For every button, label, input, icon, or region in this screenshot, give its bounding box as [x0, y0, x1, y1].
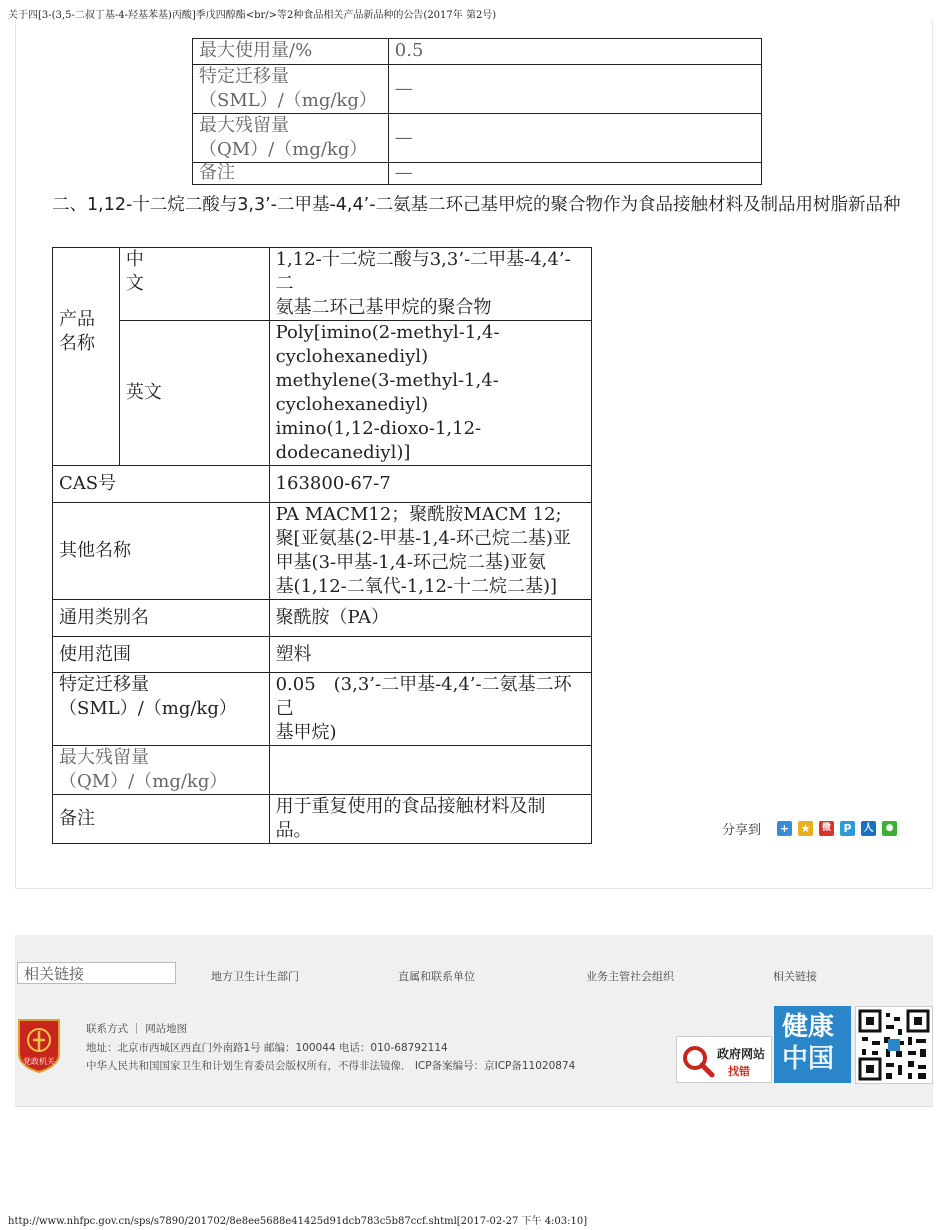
share-bar: [722, 819, 897, 838]
table-cell-value: —: [388, 163, 761, 185]
sitemap-link[interactable]: 网站地图: [145, 1023, 188, 1035]
section-heading: 二、1,12-十二烷二酸与3,3’-二甲基-4,4’-二氨基二环己基甲烷的聚合物作为食品接触材料及制品用树脂新品种: [52, 195, 901, 215]
contact-link[interactable]: 联系方式: [86, 1023, 128, 1035]
table-row: [53, 321, 592, 466]
gov-badge-icon[interactable]: [16, 1016, 62, 1074]
cn-value: 1,12-十二烷二酸与3,3’-二甲基-4,4’-二 氨基二环己基甲烷的聚合物: [269, 248, 591, 321]
site-footer: [15, 935, 933, 1107]
table-row: [193, 39, 762, 65]
other-names-value: PA MACM12；聚酰胺MACM 12; 聚[亚氨基(2-甲基-1,4-环己烷二基)亚 甲基(3-甲基-1,4-环己烷二基)亚氨 基(1,12-二氧代-1,12-十二烷二基)]: [269, 503, 591, 600]
remark-value: 用于重复使用的食品接触材料及制 品。: [269, 795, 591, 844]
qr-code-icon: [855, 1006, 933, 1084]
qm-label: 最大残留量 （QM）/（mg/kg）: [53, 746, 270, 795]
findbug-line2: 找错: [728, 1065, 750, 1078]
related-links-select[interactable]: 相关链接: [17, 962, 176, 984]
health-china-logo[interactable]: [774, 1006, 851, 1083]
remark-label: 备注: [53, 795, 270, 844]
share-qzone-icon[interactable]: ★: [798, 821, 813, 836]
share-more-icon[interactable]: +: [777, 821, 792, 836]
table-row: [53, 673, 592, 746]
share-weibo-icon[interactable]: 微: [819, 821, 834, 836]
table-row: [53, 466, 592, 503]
table-row: [193, 163, 762, 185]
product-name-label: 产品 名称: [53, 248, 120, 466]
table-cell-label: 特定迁移量 （SML）/（mg/kg）: [193, 65, 389, 114]
en-label: 英文: [119, 321, 269, 466]
other-names-label: 其他名称: [53, 503, 270, 600]
footer-divider: ｜: [131, 1023, 146, 1035]
gov-badge-text: 党政机关: [23, 1057, 55, 1066]
cas-value: 163800-67-7: [269, 466, 591, 503]
share-tqq-icon[interactable]: P: [840, 821, 855, 836]
qm-value: [269, 746, 591, 795]
table-cell-value: —: [388, 114, 761, 163]
share-label: 分享到: [722, 823, 762, 838]
generic-name-value: 聚酰胺（PA）: [269, 600, 591, 637]
page-header-title: 关于四[3-(3,5-二叔丁基-4-羟基苯基)丙酸]季戊四醇酯<br/>等2种食品相关产品新品种的公告(2017年 第2号): [8, 10, 497, 21]
table-row: [53, 503, 592, 600]
sml-label: 特定迁移量 （SML）/（mg/kg）: [53, 673, 270, 746]
footer-link-affiliated-units[interactable]: 直属和联系单位: [398, 970, 475, 983]
table-cell-value: —: [388, 65, 761, 114]
share-wechat-icon[interactable]: ●: [882, 821, 897, 836]
footer-link-social-orgs[interactable]: 业务主管社会组织: [586, 970, 674, 983]
table-row: [53, 248, 592, 321]
table-row: [53, 795, 592, 844]
generic-name-label: 通用类别名: [53, 600, 270, 637]
cn-label: 中 文: [119, 248, 269, 321]
table-cell-label: 备注: [193, 163, 389, 185]
footer-copyright: 中华人民共和国国家卫生和计划生育委员会版权所有，不得非法镜像． ICP备案编号：京ICP备11020874: [86, 1060, 576, 1072]
table-row: [193, 65, 762, 114]
footer-address: 地址：北京市西城区西直门外南路1号 邮编：100044 电话：010-68792114: [86, 1042, 448, 1054]
table-cell-label: 最大使用量/%: [193, 39, 389, 65]
table-cell-value: 0.5: [388, 39, 761, 65]
table-row: [53, 600, 592, 637]
scope-label: 使用范围: [53, 637, 270, 673]
en-value: Poly[imino(2-methyl-1,4- cyclohexanediyl) methylene(3-methyl-1,4- cyclohexanediyl) imino(1,12-dioxo-1,12-dodecanediyl)]: [269, 321, 591, 466]
spec-table: [52, 247, 592, 844]
table-row: [53, 637, 592, 673]
page-url-footer: http://www.nhfpc.gov.cn/sps/s7890/201702/8e8ee5688e41425d91dcb783c5b87ccf.shtml[2017-02-27 下午 4:03:10]: [8, 1216, 588, 1227]
scope-value: 塑料: [269, 637, 591, 673]
sml-value: 0.05 (3,3’-二甲基-4,4’-二氨基二环己 基甲烷): [269, 673, 591, 746]
health-line2: 中国: [782, 1044, 835, 1074]
gov-site-findbug-badge[interactable]: [676, 1036, 772, 1083]
magnifier-icon: [679, 1040, 719, 1080]
footer-nav: [86, 1021, 187, 1036]
table-row: [53, 746, 592, 795]
share-renren-icon[interactable]: 人: [861, 821, 876, 836]
findbug-line1: 政府网站: [717, 1047, 766, 1061]
footer-link-related[interactable]: 相关链接: [773, 970, 817, 983]
table-cell-label: 最大残留量 （QM）/（mg/kg）: [193, 114, 389, 163]
table-row: [193, 114, 762, 163]
health-line1: 健康: [782, 1012, 835, 1042]
prev-spec-table: [192, 38, 762, 185]
cas-label: CAS号: [53, 466, 270, 503]
footer-link-local-health[interactable]: 地方卫生计生部门: [211, 970, 299, 983]
